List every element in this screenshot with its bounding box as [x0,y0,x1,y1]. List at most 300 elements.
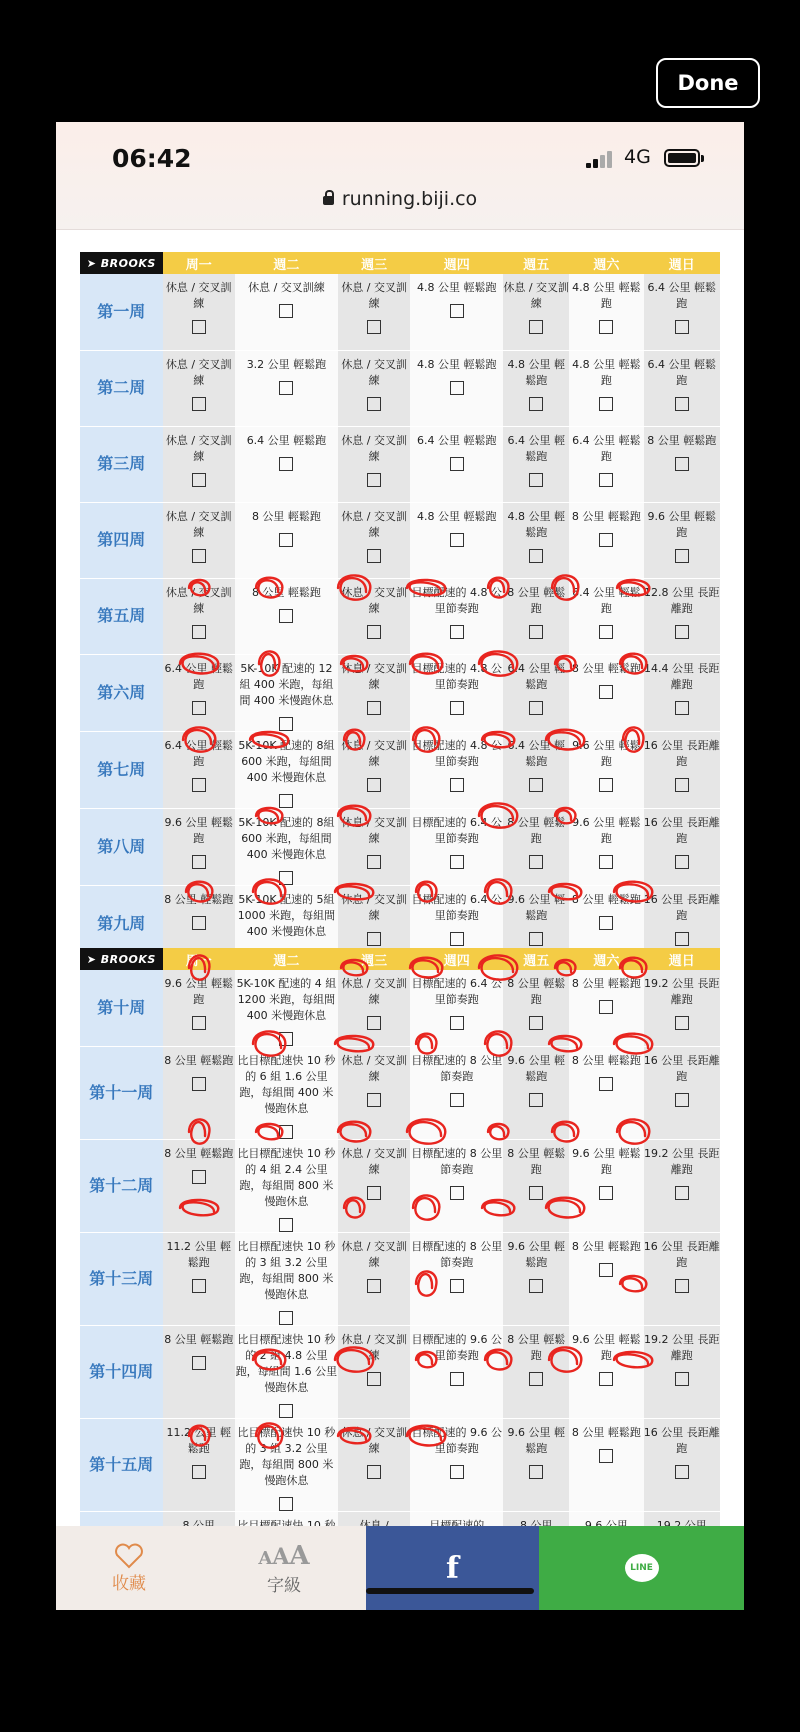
done-checkbox[interactable] [450,1093,464,1107]
workout-text: 6.4 公里 輕鬆跑 [507,738,565,768]
day-header: 週五 [503,948,569,970]
workout-cell [235,1233,338,1326]
done-checkbox[interactable] [675,320,689,334]
workout-text: 9.6 公里 輕鬆跑 [507,1426,565,1455]
workout-cell [503,654,569,731]
done-checkbox[interactable] [529,932,543,946]
done-checkbox[interactable] [529,473,543,487]
workout-cell [410,654,503,731]
done-checkbox[interactable] [599,855,613,869]
workout-cell [235,654,338,731]
workout-cell [338,502,410,578]
done-checkbox[interactable] [367,1465,381,1479]
workout-cell [569,350,643,426]
done-checkbox[interactable] [367,701,381,715]
week-label: 第十四周 [80,1326,163,1419]
bottom-toolbar [56,1526,744,1610]
week-label: 第一周 [80,274,163,350]
done-checkbox[interactable] [279,457,293,471]
workout-cell [235,426,338,502]
workout-cell [410,350,503,426]
workout-text: 16 公里 長距離跑 [643,892,720,922]
workout-text: 目標配速的 9.6 公里節奏跑 [411,1426,502,1455]
line-share-button[interactable] [539,1526,744,1610]
workout-text: 16 公里 長距離跑 [643,1426,720,1455]
done-checkbox[interactable] [675,1279,689,1293]
workout-cell [569,1140,643,1233]
workout-text: 休息 / 交叉訓練 [165,357,232,387]
done-checkbox[interactable] [675,855,689,869]
workout-cell [338,578,410,654]
workout-cell [569,1419,643,1512]
done-checkbox[interactable] [675,625,689,639]
done-checkbox[interactable] [279,794,293,808]
done-checkbox[interactable] [192,778,206,792]
workout-text: 12.8 公里 長距離跑 [644,585,720,615]
workout-text: 6.4 公里 輕鬆跑 [164,661,233,691]
week-label: 第七周 [80,731,163,808]
workout-cell [503,1326,569,1419]
done-checkbox[interactable] [529,320,543,334]
workout-cell [235,502,338,578]
done-checkbox[interactable] [675,1093,689,1107]
done-checkbox[interactable] [279,1497,293,1511]
workout-cell [235,1140,338,1233]
favorite-button[interactable] [56,1526,202,1610]
workout-text: 9.6 公里 輕鬆跑 [647,509,717,539]
workout-cell [338,274,410,350]
done-checkbox[interactable] [279,1125,293,1139]
workout-cell [235,731,338,808]
done-checkbox[interactable] [367,1016,381,1030]
done-checkbox[interactable] [675,932,689,946]
workout-text: 比目標配速快 10 秒的 4 組 2.4 公里跑，每組間 800 米慢跑休息 [237,1147,336,1208]
workout-text: 比目標配速快 10 秒的 3 組 3.2 公里跑，每組間 800 米慢跑休息 [237,1426,336,1487]
workout-cell [644,808,720,885]
workout-cell [644,1233,720,1326]
workout-text: 目標配速的 4.8 公里節奏跑 [411,738,502,768]
day-header: 週日 [644,948,720,970]
done-checkbox[interactable] [450,1186,464,1200]
workout-text: 休息 / 交叉訓練 [341,661,408,691]
done-checkbox[interactable] [529,1093,543,1107]
done-checkbox[interactable] [367,932,381,946]
done-checkbox[interactable] [599,533,613,547]
done-checkbox[interactable] [599,397,613,411]
week-label: 第九周 [80,885,163,962]
done-checkbox[interactable] [367,778,381,792]
done-checkbox[interactable] [279,304,293,318]
workout-text: 8 公里 輕鬆跑 [571,1240,641,1253]
done-checkbox[interactable] [450,533,464,547]
workout-text: 16 公里 長距離跑 [643,1054,720,1083]
done-checkbox[interactable] [450,778,464,792]
done-checkbox[interactable] [675,397,689,411]
workout-cell [503,1419,569,1512]
workout-cell [569,274,643,350]
workout-text: 休息 / 交叉訓練 [248,281,325,294]
heart-icon [114,1543,144,1569]
week-label: 第十周 [80,970,163,1047]
workout-text: 休息 / 交叉訓練 [341,892,408,922]
workout-cell [569,426,643,502]
done-checkbox[interactable] [529,1186,543,1200]
workout-cell [503,1140,569,1233]
done-checkbox[interactable] [450,932,464,946]
lock-icon [323,196,334,205]
workout-text: 8 公里 輕鬆跑 [164,892,234,906]
week-row [80,1233,720,1326]
done-checkbox[interactable] [367,1279,381,1293]
workout-cell [235,274,338,350]
signal-icon [586,150,616,168]
week-label: 第五周 [80,578,163,654]
workout-cell [410,808,503,885]
workout-text: 休息 / 交叉訓練 [165,281,232,310]
workout-text: 比目標配速快 10 秒的 2 組 4.8 公里跑，每組間 1.6 公里慢跑休息 [235,1333,338,1394]
training-plan-table-1 [80,252,720,963]
done-checkbox[interactable] [529,778,543,792]
done-checkbox[interactable] [675,457,689,471]
workout-cell [338,350,410,426]
workout-cell [163,654,235,731]
workout-text: 19.2 公里 長距離跑 [644,1333,720,1362]
workout-cell [503,578,569,654]
facebook-share-button[interactable] [366,1526,539,1610]
done-checkbox[interactable] [529,701,543,715]
week-label: 第八周 [80,808,163,885]
workout-text: 休息 / 交叉訓練 [341,281,408,310]
workout-text: 19.2 公里 長距離跑 [644,977,720,1006]
workout-text: 休息 / 交叉訓練 [341,977,408,1006]
favorite-label: 收藏 [112,1573,146,1594]
workout-text: 9.6 公里 輕鬆跑 [164,977,233,1006]
workout-text: 4.8 公里 輕鬆跑 [416,357,497,371]
done-checkbox[interactable] [529,1279,543,1293]
done-checkbox[interactable] [279,609,293,623]
done-checkbox[interactable] [192,397,206,411]
workout-text: 休息 / 交叉訓練 [165,433,232,463]
day-header: 週二 [235,948,338,970]
workout-text: 8 公里 輕鬆跑 [571,977,641,990]
workout-text: 14.4 公里 長距離跑 [644,661,720,691]
workout-cell [503,1047,569,1140]
facebook-icon: f [446,1550,459,1586]
workout-cell [410,426,503,502]
done-checkbox[interactable] [529,1465,543,1479]
day-header: 週五 [503,252,569,274]
workout-cell [338,1233,410,1326]
done-checkbox[interactable] [279,1032,293,1046]
done-checkbox[interactable] [192,473,206,487]
done-checkbox[interactable] [192,1016,206,1030]
week-label: 第十三周 [80,1233,163,1326]
workout-cell [235,808,338,885]
done-checkbox[interactable] [192,1077,206,1091]
done-checkbox[interactable] [192,855,206,869]
workout-cell [410,578,503,654]
workout-cell [235,1047,338,1140]
workout-cell [503,426,569,502]
week-label: 第十一周 [80,1047,163,1140]
workout-text: 目標配速的 8 公里節奏跑 [411,1054,503,1083]
done-checkbox[interactable] [599,1000,613,1014]
done-checkbox[interactable] [529,397,543,411]
workout-cell [644,578,720,654]
workout-text: 6.4 公里 輕鬆跑 [572,585,641,615]
done-checkbox[interactable] [367,397,381,411]
workout-text: 9.6 公里 輕鬆跑 [572,815,641,845]
week-row [80,350,720,426]
done-checkbox[interactable] [675,778,689,792]
workout-text: 目標配速的 8 公里節奏跑 [411,1147,503,1176]
done-checkbox[interactable] [450,457,464,471]
done-checkbox[interactable] [450,1465,464,1479]
done-checkbox[interactable] [450,625,464,639]
workout-text: 8 公里 輕鬆跑 [647,433,717,447]
workout-cell [644,350,720,426]
workout-text: 4.8 公里 輕鬆跑 [507,509,565,539]
week-row [80,1419,720,1512]
workout-cell [163,1047,235,1140]
done-checkbox[interactable] [450,1279,464,1293]
done-checkbox[interactable] [599,778,613,792]
week-row [80,1047,720,1140]
line-label: LINE [630,1563,653,1573]
workout-text: 8 公里 輕鬆跑 [251,585,321,599]
day-header: 週六 [569,948,643,970]
day-header: 周一 [163,252,235,274]
font-size-label: 字級 [267,1575,301,1596]
workout-text: 8 公里 輕鬆跑 [164,1333,234,1346]
workout-text: 8 公里 輕鬆跑 [571,661,641,675]
done-checkbox[interactable] [675,1016,689,1030]
workout-text: 比目標配速快 10 秒的 6 組 1.6 公里跑，每組間 400 米慢跑休息 [237,1054,336,1115]
done-checkbox[interactable] [675,1186,689,1200]
workout-cell [644,1140,720,1233]
done-checkbox[interactable] [675,549,689,563]
done-checkbox[interactable] [599,1372,613,1386]
workout-cell [644,1047,720,1140]
done-checkbox[interactable] [599,685,613,699]
workout-cell [235,1419,338,1512]
done-checkbox[interactable] [192,1356,206,1370]
week-label: 第四周 [80,502,163,578]
workout-text: 16 公里 長距離跑 [643,1240,720,1269]
workout-text: 6.4 公里 輕鬆跑 [647,357,717,387]
workout-cell [569,502,643,578]
workout-text: 休息 / 交叉訓練 [341,738,408,768]
workout-cell [644,731,720,808]
workout-text: 5K-10K 配速的 8組 600 米跑，每組間 400 米慢跑休息 [238,815,335,861]
workout-cell [235,350,338,426]
done-button[interactable]: Done [656,58,760,108]
workout-text: 休息 / 交叉訓練 [341,815,408,845]
workout-text: 休息 / 交叉訓練 [341,433,408,463]
done-checkbox[interactable] [192,1465,206,1479]
done-checkbox[interactable] [279,1404,293,1418]
done-checkbox[interactable] [599,1449,613,1463]
workout-cell [163,274,235,350]
done-checkbox[interactable] [675,701,689,715]
day-header: 週三 [338,948,410,970]
workout-text: 3.2 公里 輕鬆跑 [246,357,327,371]
done-checkbox[interactable] [192,1170,206,1184]
week-row [80,1140,720,1233]
workout-text: 目標配速的 6.4 公里節奏跑 [411,892,502,922]
workout-cell [503,970,569,1047]
workout-text: 8 公里 輕鬆跑 [164,1147,234,1160]
workout-text: 休息 / 交叉訓練 [341,1240,408,1269]
done-checkbox[interactable] [367,1093,381,1107]
done-checkbox[interactable] [367,625,381,639]
done-checkbox[interactable] [192,320,206,334]
workout-text: 9.6 公里 輕鬆跑 [572,1333,641,1362]
workout-cell [338,1326,410,1419]
done-checkbox[interactable] [279,1218,293,1232]
done-checkbox[interactable] [279,533,293,547]
workout-text: 16 公里 長距離跑 [643,815,720,845]
workout-cell [163,1326,235,1419]
done-checkbox[interactable] [192,625,206,639]
line-icon [625,1554,659,1582]
url-text: running.biji.co [341,188,478,210]
done-checkbox[interactable] [529,625,543,639]
day-header: 週六 [569,252,643,274]
workout-text: 4.8 公里 輕鬆跑 [416,509,497,523]
workout-cell [569,1326,643,1419]
done-checkbox[interactable] [192,549,206,563]
done-checkbox[interactable] [367,549,381,563]
training-plan-table-2 [80,948,720,1588]
workout-text: 9.6 公里 輕鬆跑 [572,738,641,768]
done-checkbox[interactable] [192,1279,206,1293]
workout-text: 8 公里 輕鬆跑 [571,1426,641,1439]
workout-text: 目標配速的 6.4 公里節奏跑 [411,977,502,1006]
day-header: 週三 [338,252,410,274]
status-bar [56,122,744,230]
workout-text: 8 公里 輕鬆跑 [251,509,321,523]
done-checkbox[interactable] [599,1186,613,1200]
done-checkbox[interactable] [279,1311,293,1325]
workout-cell [569,654,643,731]
done-checkbox[interactable] [450,304,464,318]
done-checkbox[interactable] [450,381,464,395]
font-size-button[interactable] [202,1526,366,1610]
font-size-icon: AAA [258,1540,310,1571]
done-checkbox[interactable] [529,1016,543,1030]
workout-cell [569,1047,643,1140]
done-checkbox[interactable] [675,1465,689,1479]
address-bar[interactable] [56,188,744,210]
workout-text: 休息 / 交叉訓練 [341,585,408,615]
done-checkbox[interactable] [529,1372,543,1386]
done-checkbox[interactable] [279,717,293,731]
workout-cell [644,274,720,350]
done-checkbox[interactable] [599,473,613,487]
day-header: 週四 [410,948,503,970]
done-checkbox[interactable] [450,1016,464,1030]
brooks-logo: ➤ BROOKS [80,252,163,274]
workout-text: 16 公里 長距離跑 [643,738,720,768]
done-checkbox[interactable] [529,855,543,869]
workout-text: 9.6 公里 輕鬆跑 [507,1054,565,1083]
workout-cell [163,1419,235,1512]
done-checkbox[interactable] [279,381,293,395]
workout-text: 休息 / 交叉訓練 [341,1147,408,1176]
workout-cell [503,1233,569,1326]
done-checkbox[interactable] [529,549,543,563]
workout-cell [338,1419,410,1512]
workout-text: 目標配速的 4.8 公里節奏跑 [411,661,502,691]
done-checkbox[interactable] [367,1186,381,1200]
week-row [80,1326,720,1419]
workout-cell [163,578,235,654]
workout-text: 休息 / 交叉訓練 [165,585,232,615]
workout-cell [338,1047,410,1140]
done-checkbox[interactable] [450,1372,464,1386]
workout-text: 5K-10K 配速的 12 組 400 米跑，每組間 400 米慢跑休息 [239,661,334,707]
done-checkbox[interactable] [367,473,381,487]
done-checkbox[interactable] [192,701,206,715]
done-checkbox[interactable] [599,1263,613,1277]
workout-cell [503,808,569,885]
week-row [80,970,720,1047]
done-checkbox[interactable] [675,1372,689,1386]
workout-text: 休息 / 交叉訓練 [341,1054,408,1083]
workout-cell [569,1233,643,1326]
week-label: 第三周 [80,426,163,502]
done-checkbox[interactable] [367,855,381,869]
clock: 06:42 [112,144,192,173]
workout-cell [644,1326,720,1419]
week-row [80,578,720,654]
done-checkbox[interactable] [450,701,464,715]
week-label: 第六周 [80,654,163,731]
workout-cell [410,1140,503,1233]
workout-text: 5K-10K 配速的 8組 600 米跑，每組間 400 米慢跑休息 [238,738,335,784]
workout-text: 休息 / 交叉訓練 [341,357,408,387]
done-checkbox[interactable] [599,916,613,930]
week-row [80,808,720,885]
workout-text: 4.8 公里 輕鬆跑 [572,281,641,310]
workout-text: 6.4 公里 輕鬆跑 [164,738,233,768]
day-header: 週日 [644,252,720,274]
week-row [80,426,720,502]
workout-cell [644,502,720,578]
done-checkbox[interactable] [599,320,613,334]
page-content[interactable] [56,230,744,1526]
workout-cell [410,1419,503,1512]
workout-text: 19.2 公里 長距離跑 [644,1147,720,1176]
done-checkbox[interactable] [279,871,293,885]
day-header: 週四 [410,252,503,274]
done-checkbox[interactable] [599,625,613,639]
workout-cell [163,1140,235,1233]
workout-cell [644,654,720,731]
done-checkbox[interactable] [599,1077,613,1091]
workout-cell [235,970,338,1047]
workout-cell [410,1233,503,1326]
done-checkbox[interactable] [450,855,464,869]
workout-cell [644,1419,720,1512]
week-label: 第二周 [80,350,163,426]
home-indicator [366,1588,534,1594]
done-checkbox[interactable] [192,916,206,930]
done-checkbox[interactable] [367,1372,381,1386]
workout-cell [338,1140,410,1233]
done-checkbox[interactable] [367,320,381,334]
